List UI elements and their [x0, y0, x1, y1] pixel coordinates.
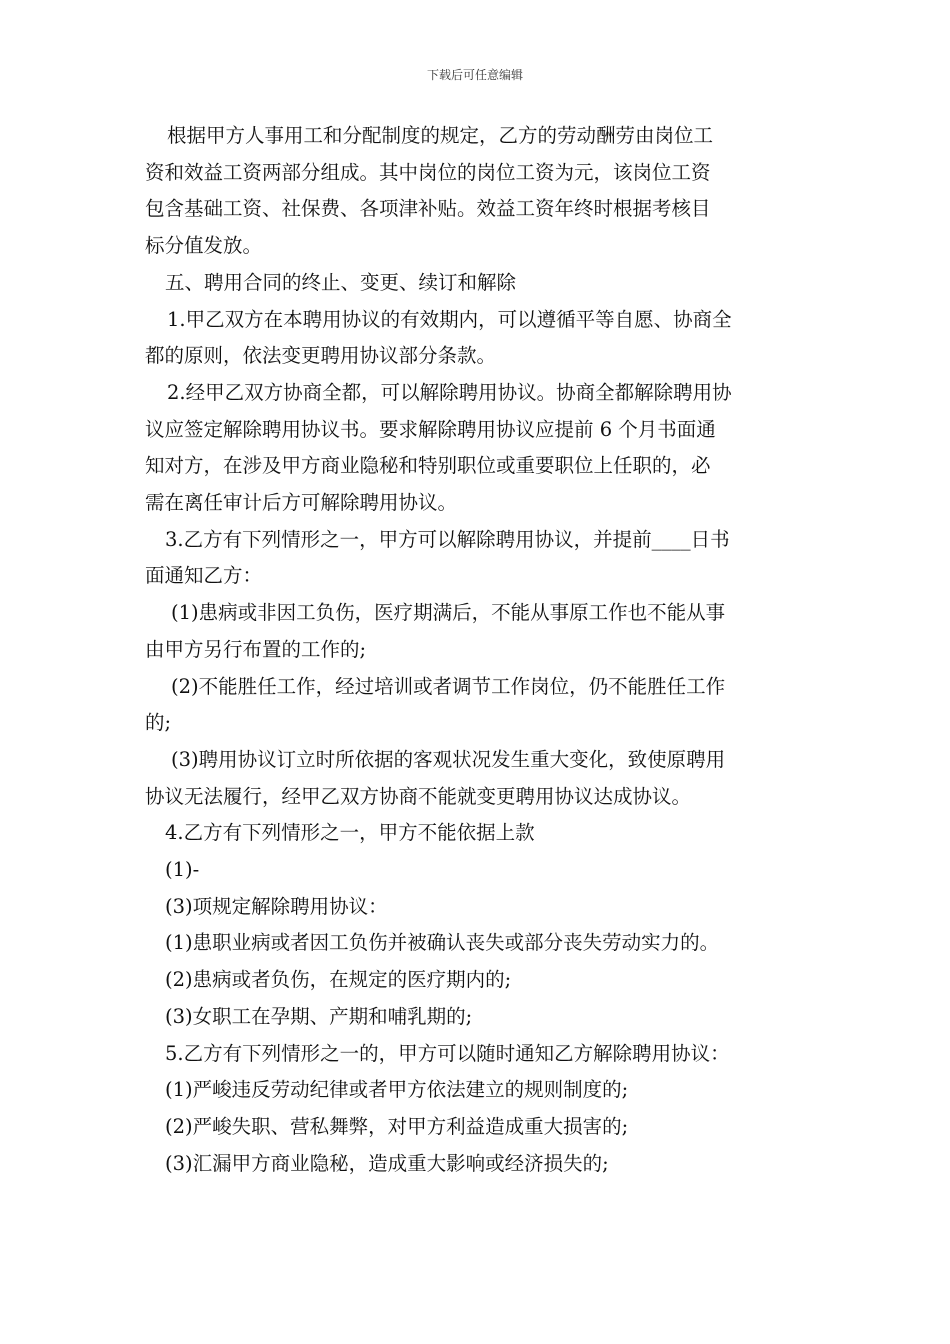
text-line: 的;: [145, 711, 172, 735]
text-line: (1)-: [165, 858, 200, 882]
text-line: 根据甲方人事用工和分配制度的规定，乙方的劳动酬劳由岗位工: [167, 124, 714, 147]
text-line: (2)患病或者负伤，在规定的医疗期内的;: [165, 968, 512, 992]
text-line: (3)汇漏甲方商业隐秘，造成重大影响或经济损失的;: [165, 1151, 609, 1175]
text-line: 协议无法履行，经甲乙双方协商不能就变更聘用协议达成协议。: [145, 784, 692, 808]
text-line: 需在离任审计后方可解除聘用协议。: [145, 491, 458, 515]
text-line: 知对方，在涉及甲方商业隐秘和特别职位或重要职位上任职的，必: [145, 454, 711, 478]
text-line: 议应签定解除聘用协议书。要求解除聘用协议应提前 6 个月书面通: [145, 417, 716, 441]
text-line: 3.乙方有下列情形之一，甲方可以解除聘用协议，并提前____日书: [165, 527, 730, 551]
text-line: (1)严峻违反劳动纪律或者甲方依法建立的规则制度的;: [165, 1078, 629, 1102]
text-line: (2)不能胜任工作，经过培训或者调节工作岗位，仍不能胜任工作: [171, 674, 726, 698]
document-body: [145, 118, 810, 1182]
text-line: (1)患职业病或者因工负伤并被确认丧失或部分丧失劳动实力的。: [165, 931, 720, 955]
text-line: 面通知乙方：: [145, 564, 263, 588]
text-line: 4.乙方有下列情形之一，甲方不能依据上款: [165, 821, 535, 845]
text-line: 五、聘用合同的终止、变更、续订和解除: [165, 270, 517, 294]
text-line: (3)项规定解除聘用协议：: [165, 894, 388, 918]
text-line: 由甲方另行布置的工作的;: [145, 637, 367, 661]
text-line: 1.甲乙双方在本聘用协议的有效期内，可以遵循平等自愿、协商全: [167, 307, 732, 331]
text-line: 标分值发放。: [145, 234, 263, 258]
text-line: (3)聘用协议订立时所依据的客观状况发生重大变化，致使原聘用: [171, 747, 726, 771]
text-line: (1)患病或非因工负伤，医疗期满后，不能从事原工作也不能从事: [171, 601, 726, 625]
text-line: (2)严峻失职、营私舞弊，对甲方利益造成重大损害的;: [165, 1114, 629, 1138]
text-line: 资和效益工资两部分组成。其中岗位的岗位工资为元，该岗位工资: [145, 160, 711, 184]
text-line: (3)女职工在孕期、产期和哺乳期的;: [165, 1004, 473, 1028]
text-line: 2.经甲乙双方协商全都，可以解除聘用协议。协商全都解除聘用协: [167, 380, 732, 404]
text-line: 5.乙方有下列情形之一的，甲方可以随时通知乙方解除聘用协议：: [165, 1041, 730, 1065]
page-header: 下载后可任意编辑: [426, 68, 523, 82]
text-line: 都的原则，依法变更聘用协议部分条款。: [145, 344, 497, 368]
text-line: 包含基础工资、社保费、各项津补贴。效益工资年终时根据考核目: [145, 197, 711, 221]
